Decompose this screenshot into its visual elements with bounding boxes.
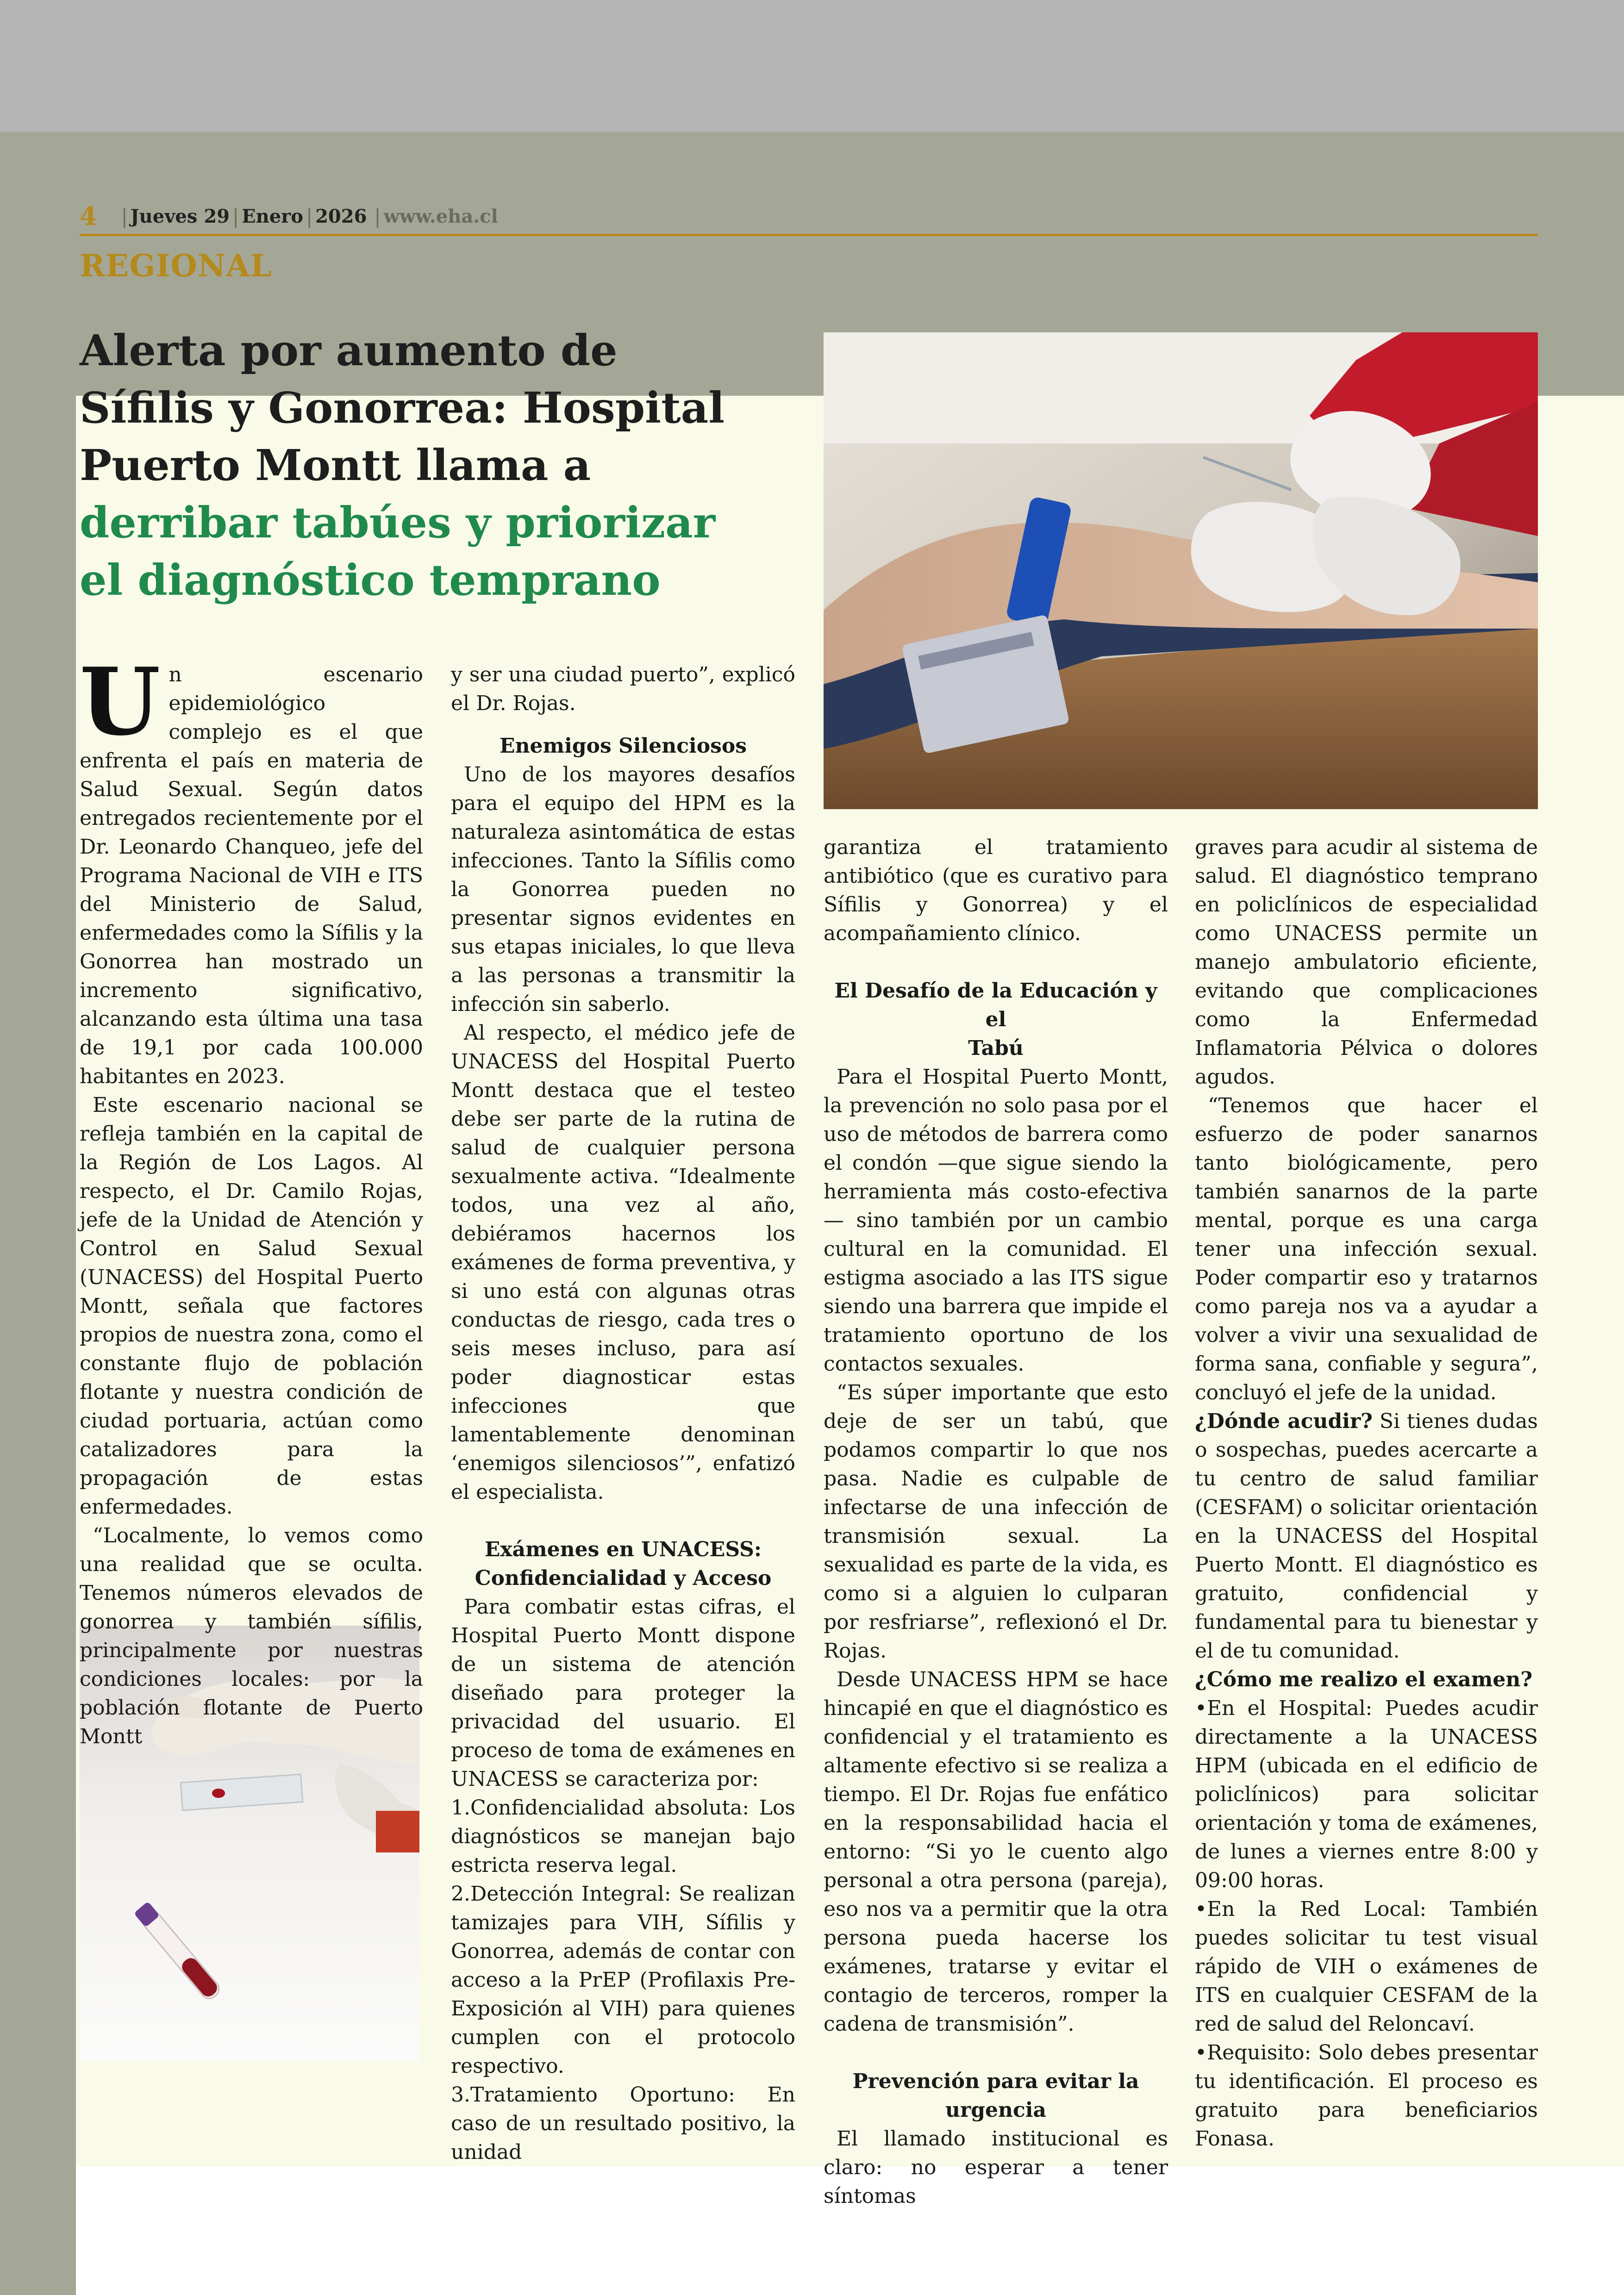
paragraph: Desde UNACESS HPM se hace hincapié en que el diagnóstico es confidencial y el tratamiento es altamente efectivo si se realiza a tiempo. El Dr. Rojas fue enfático en la responsabilidad hacia el entorno: “Si yo le cuento algo personal a otra persona (pareja), eso nos va a permitir que la otra persona pueda hacerse los exámenes, tratarse y evitar el contagio de terceros, romper la cadena de transmisión”. [824,1668,1168,2036]
bullet-item: •En el Hospital: Puedes acudir directamente a la UNACESS HPM (ubicada en el edificio de policlínicos) para solicitar orientación y toma de exámenes, de lunes a viernes entre 8:00 y 09:00 horas. [1195,1696,1538,1892]
folio-month: Enero [242,205,303,227]
paragraph: Uno de los mayores desafíos para el equipo del HPM es la naturaleza asintomática de estas infecciones. Tanto la Sífilis como la Gonorrea pueden no presentar signos evidentes en sus etapas iniciales, lo que lleva a las personas a transmitir la infección sin saberlo. [451,763,795,1016]
subheading: urgencia [945,2098,1046,2122]
paragraph: “Es súper importante que esto deje de ser un tabú, que podamos compartir lo que nos pasa. Nadie es culpable de infectarse de una infección de transmisión sexual. La sexualidad es parte de la vida, es como si a alguien lo culparan por resfriarse”, reflexionó el Dr. Rojas. [824,1381,1168,1663]
paragraph: Para el Hospital Puerto Montt, la prevención no solo pasa por el uso de métodos de barrera como el condón —que sigue siendo la herramienta más costo-efectiva— sino también por un cambio cultural en la comunidad. El estigma asociado a las ITS sigue siendo una barrera que impide el tratamiento oportuno de los contactos sexuales. [824,1065,1168,1376]
subheading: Prevención para evitar la [852,2070,1139,2093]
paragraph: Este escenario nacional se refleja también en la capital de la Región de Los Lagos. Al respecto, el Dr. Camilo Rojas, jefe de la Unidad de Atención y Control en Salud Sexual (UNACESS) del Hospital Puerto Montt, señala que factores propios de nuestra zona, como el constante flujo de población flotante y nuestra condición de ciudad portuaria, actúan como catalizadores para la propagación de estas enfermedades. [80,1093,423,1519]
blood-draw-photo [824,332,1538,809]
subheading: Enemigos Silenciosos [500,734,747,758]
paragraph: “Localmente, lo vemos como una realidad que se oculta. Tenemos números elevados de gonorrea y también sífilis, principalmente por nuestras condiciones locales: por la población flotante de Puerto Montt [80,1524,423,1748]
question-heading: ¿Dónde acudir? [1195,1409,1373,1433]
bullet-item: •Requisito: Solo debes presentar tu identificación. El proceso es gratuito para beneficiarios Fonasa. [1195,2041,1538,2151]
paragraph: Al respecto, el médico jefe de UNACESS del Hospital Puerto Montt destaca que el testeo debe ser parte de la rutina de salud de cualquier persona sexualmente activa. “Idealmente todos, una vez al año, debiéramos hacernos los exámenes de forma preventiva, y si uno está con algunas otras conductas de riesgo, cada tres o seis meses incluso, para así poder diagnosticar estas infecciones que lamentablemente denominan ‘enemigos silenciosos’”, enfatizó el especialista. [451,1021,795,1504]
paragraph: y ser una ciudad puerto”, explicó el Dr. Rojas. [451,663,795,715]
article-column-2 [451,661,795,2167]
subheading: Tabú [968,1036,1024,1060]
headline-line-green: derribar tabúes y priorizar [80,498,716,548]
paragraph: El llamado institucional es claro: no esperar a tener síntomas [824,2127,1168,2208]
paragraph: Para combatir estas cifras, el Hospital Puerto Montt dispone de un sistema de atención diseñado para proteger la privacidad del usuario. El proceso de toma de exámenes en UNACESS se caracteriza por: [451,1595,795,1791]
headline-line: Alerta por aumento de [80,325,618,375]
folio-day: Jueves 29 [130,205,230,227]
folio-website: www.eha.cl [383,205,498,227]
subheading: Confidencialidad y Acceso [475,1566,772,1590]
bullet-item: •En la Red Local: También puedes solicitar tu test visual rápido de VIH o exámenes de ITS en cualquier CESFAM de la red de salud del Reloncaví. [1195,1897,1538,2036]
blood-draw-illustration [824,332,1538,809]
section-label: REGIONAL [80,248,272,284]
list-item: 3.Tratamiento Oportuno: En caso de un resultado positivo, la unidad [451,2083,795,2164]
folio-year: 2026 [315,205,367,227]
article-column-3 [824,833,1168,2211]
page-number: 4 [80,201,97,231]
headline-line: Sífilis y Gonorrea: Hospital [80,383,725,433]
left-margin-band [0,132,76,2295]
paragraph: ¿Dónde acudir? Si tienes dudas o sospechas, puedes acercarte a tu centro de salud familiar (CESFAM) o solicitar orientación en la UNACESS del Hospital Puerto Montt. El diagnóstico es gratuito, confidencial y fundamental para tu bienestar y el de tu comunidad. [1195,1409,1538,1663]
article-column-1 [80,648,423,1751]
subheading: El Desafío de la Educación y el [834,979,1157,1031]
headline-line-green: el diagnóstico temprano [80,555,661,605]
top-margin-band [0,0,1624,132]
paragraph [1195,1665,1538,1694]
list-item: 2.Detección Integral: Se realizan tamizajes para VIH, Sífilis y Gonorrea, además de contar con acceso a la PrEP (Profilaxis Pre-Exposición al VIH) para quienes cumplen con el protocolo respectivo. [451,1882,795,2078]
article-headline [80,322,820,609]
paragraph: garantiza el tratamiento antibiótico (que es curativo para Sífilis y Gonorrea) y el acompañamiento clínico. [824,836,1168,945]
paragraph: graves para acudir al sistema de salud. El diagnóstico temprano en policlínicos de especialidad como UNACESS permite un manejo ambulatorio eficiente, evitando que complicaciones como la Enfermedad Inflamatoria Pélvica o dolores agudos. [1195,836,1538,1089]
page-folio: 4 | Jueves 29 | Enero | 2026 | www.eha.cl [80,201,498,231]
headline-line: Puerto Montt llama a [80,440,591,490]
drop-cap: U [80,648,161,756]
article-column-4 [1195,833,1538,2153]
subheading: Exámenes en UNACESS: [484,1538,762,1561]
paragraph: n escenario epidemiológico complejo es el que enfrenta el país en materia de Salud Sexual. Según datos entregados recientemente por el Dr. Leonardo Chanqueo, jefe del Programa Nacional de VIH e ITS del Ministerio de Salud, enfermedades como la Sífilis y la Gonorrea han mostrado un incremento significativo, alcanzando esta última una tasa de 19,1 por cada 100.000 habitantes en 2023. [80,663,423,1088]
paragraph: “Tenemos que hacer el esfuerzo de poder sanarnos tanto biológicamente, pero también sanarnos de la parte mental, porque es una carga tener una infección sexual. Poder compartir eso y tratarnos como pareja nos va a ayudar a volver a vivir una sexualidad de forma sana, confiable y segura”, concluyó el jefe de la unidad. [1195,1094,1538,1404]
list-item: 1.Confidencialidad absoluta: Los diagnósticos se manejan bajo estricta reserva legal. [451,1796,795,1877]
question-heading: ¿Cómo me realizo el examen? [1195,1668,1533,1691]
header-rule [80,234,1538,236]
